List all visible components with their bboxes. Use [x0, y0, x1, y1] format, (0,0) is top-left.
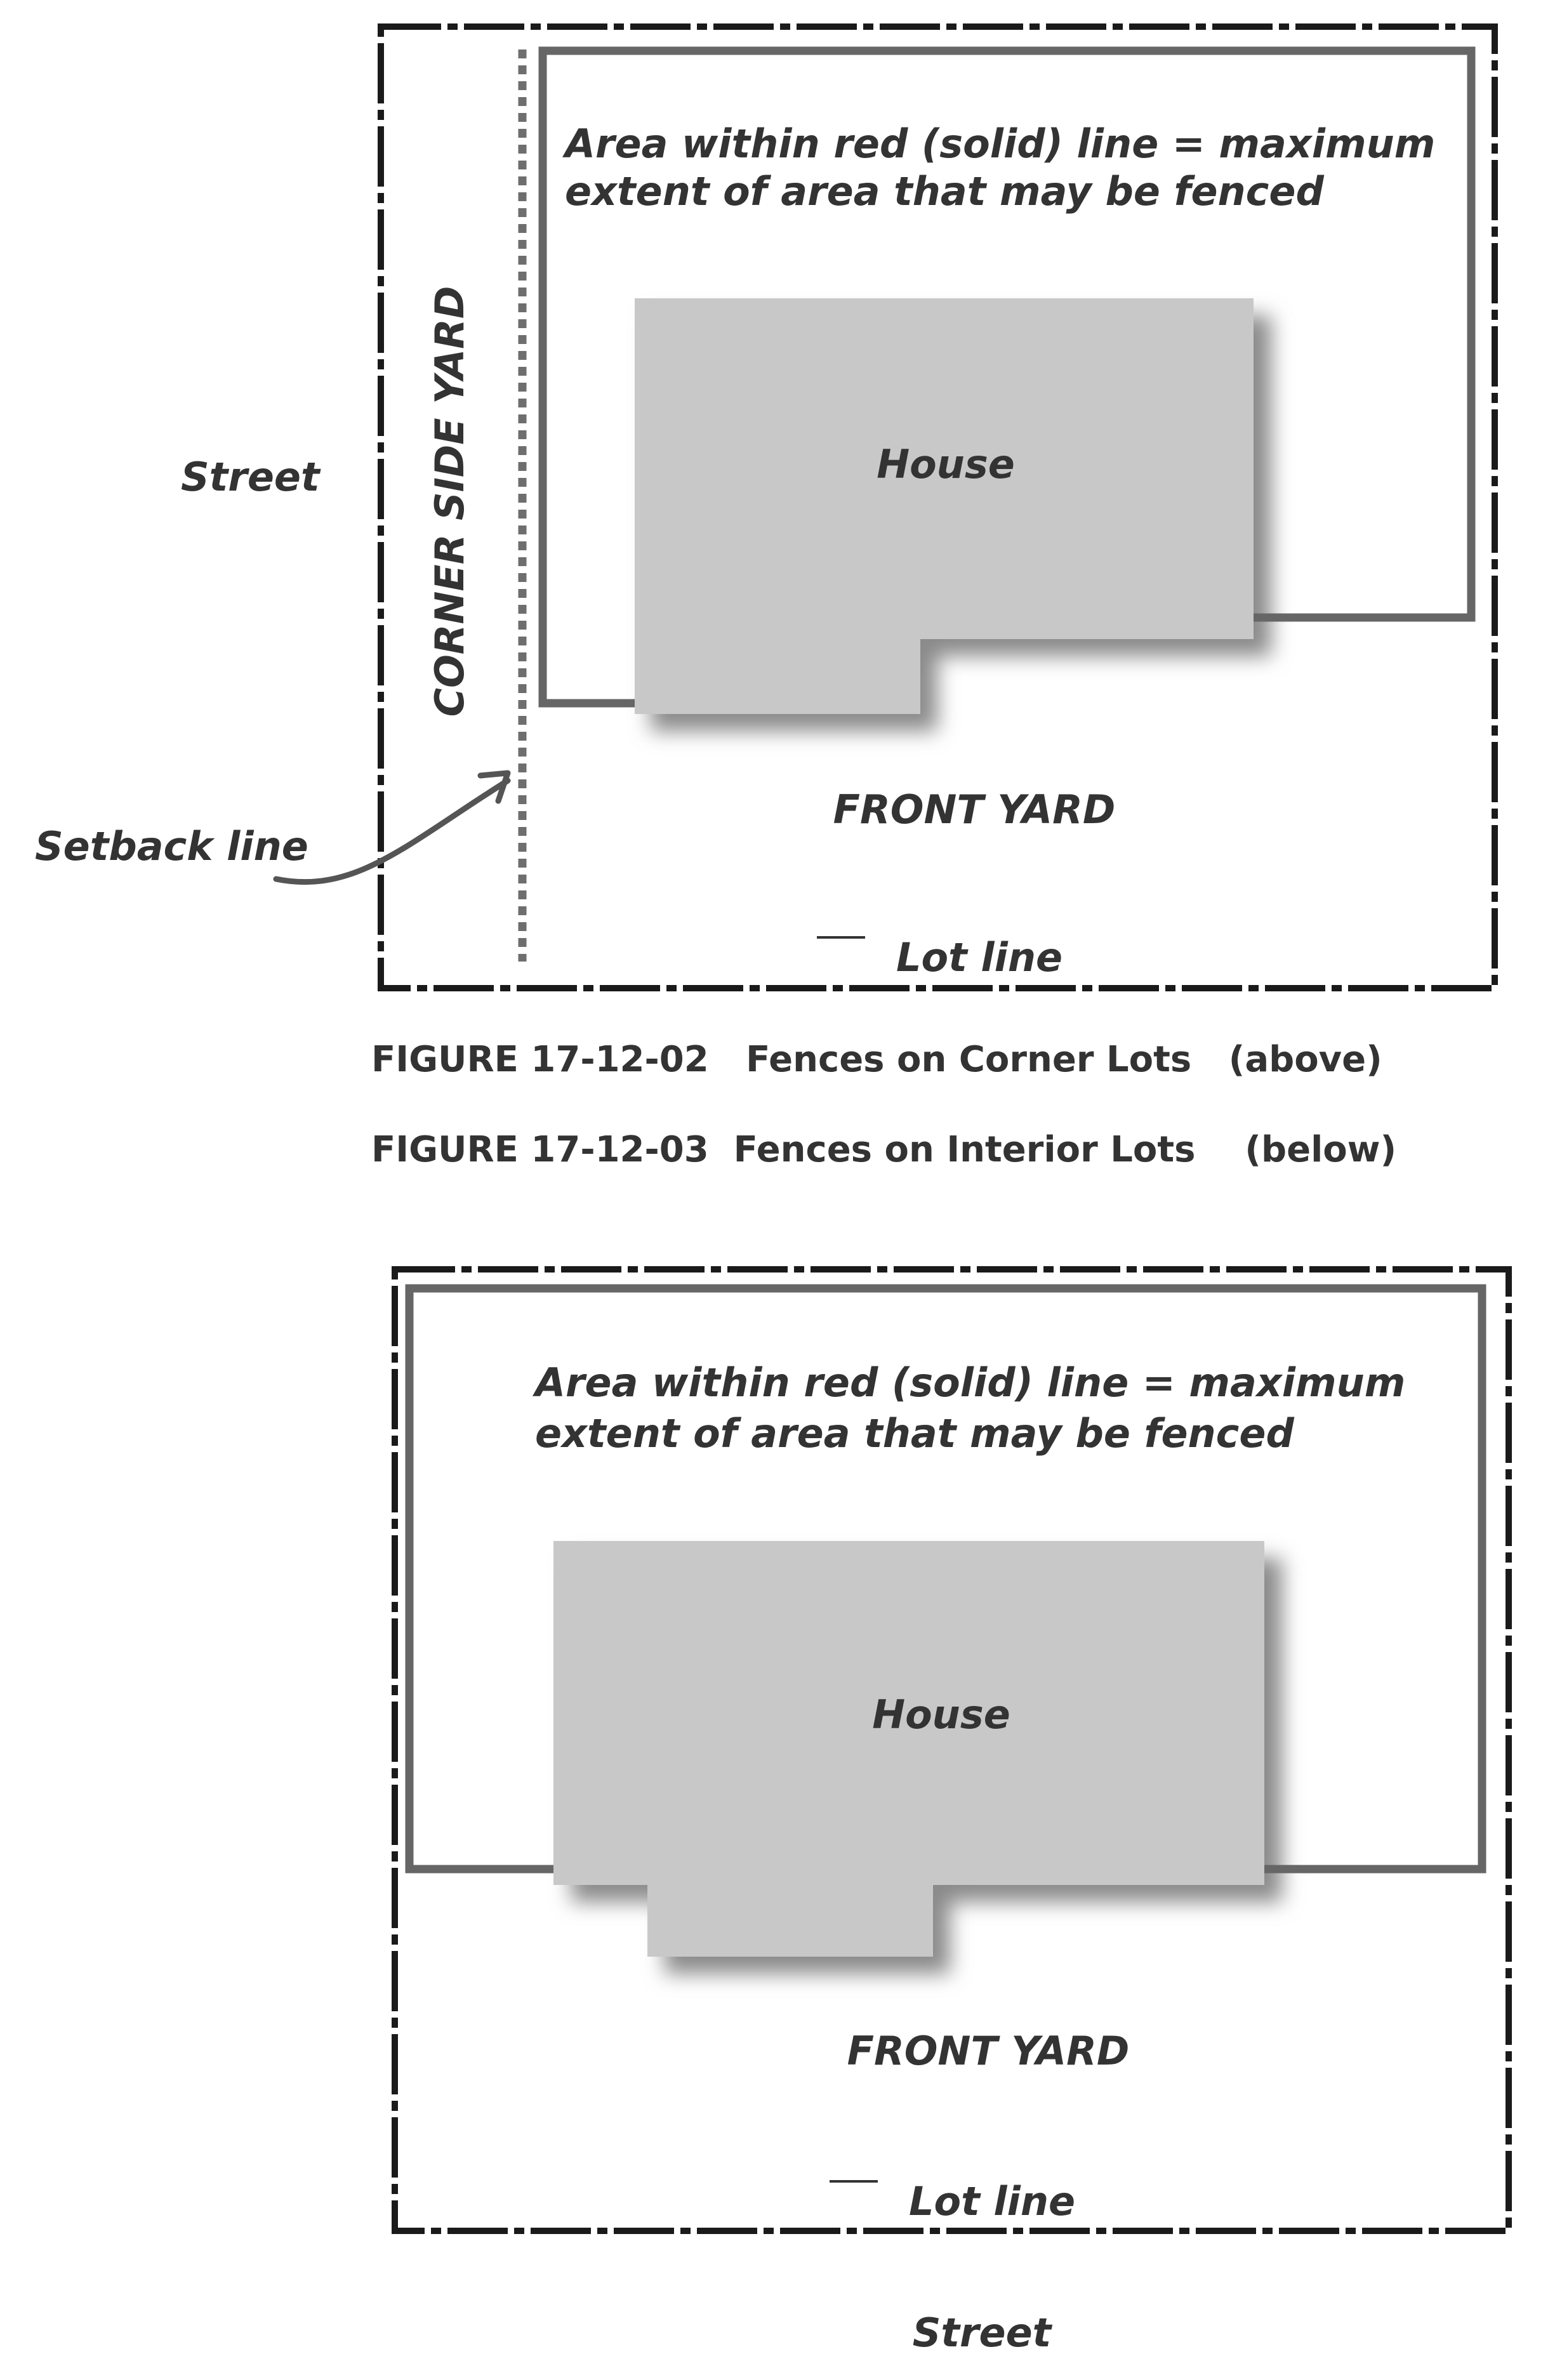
corner-house-label: House	[877, 441, 1015, 487]
corner-side-yard-label: CORNER SIDE YARD	[427, 286, 473, 717]
corner-lot-line-label: Lot line	[896, 934, 1063, 981]
interior-area-note-line1: Area within red (solid) line = maximum	[535, 1359, 1406, 1406]
interior-lot-line-label: Lot line	[909, 2178, 1076, 2225]
interior-area-note-line2: extent of area that may be fenced	[535, 1410, 1294, 1457]
corner-street-label: Street	[181, 454, 320, 500]
corner-lot-diagram	[35, 27, 1495, 988]
corner-area-note-line2: extent of area that may be fenced	[565, 168, 1324, 215]
setback-line-label: Setback line	[35, 823, 308, 869]
interior-front-yard-label: FRONT YARD	[847, 2028, 1130, 2074]
setback-arrow	[276, 781, 508, 882]
corner-front-yard-label: FRONT YARD	[833, 786, 1116, 833]
interior-street-label: Street	[912, 2310, 1052, 2356]
interior-lot-diagram	[395, 1269, 1509, 2356]
corner-area-note-line1: Area within red (solid) line = maximum	[565, 121, 1436, 167]
figure-caption-corner: FIGURE 17-12-02 Fences on Corner Lots (above)	[371, 1039, 1382, 1080]
figure-caption-interior: FIGURE 17-12-03 Fences on Interior Lots (below)	[371, 1129, 1397, 1170]
interior-house-label: House	[872, 1691, 1010, 1738]
